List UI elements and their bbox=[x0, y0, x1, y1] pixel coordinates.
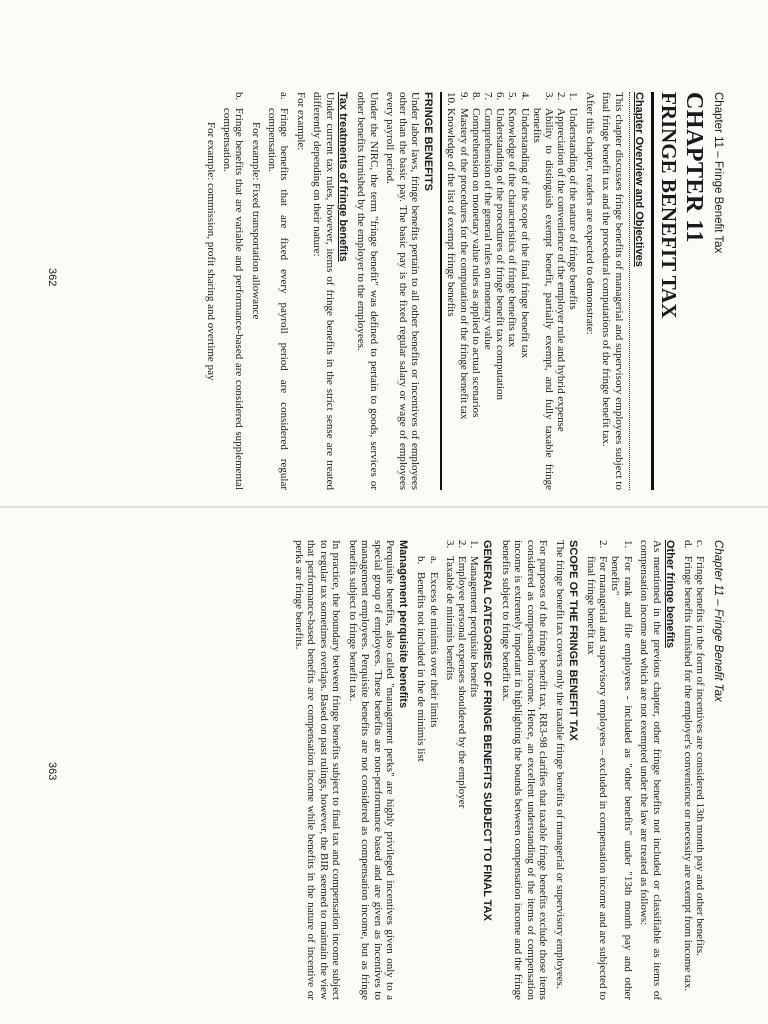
scope-paragraph: The fringe benefit tax covers only the taxable fringe benefits of managerial or supervisory employees. bbox=[553, 540, 566, 989]
treatment-list-b bbox=[221, 92, 245, 490]
item-a-example: For example: Fixed transportation allowance bbox=[249, 122, 262, 320]
objective-item: 7. Comprehension of the general rules on monetary value bbox=[482, 92, 495, 350]
management-perquisite-heading: Management perquisite benefits bbox=[397, 540, 410, 709]
general-categories-heading: GENERAL CATEGORIES OF FRINGE BENEFITS SUBJECT TO FINAL TAX bbox=[481, 540, 494, 921]
category-item: 2. Employee personal expenses shouldered by the employer bbox=[456, 540, 469, 809]
management-perquisite-paragraph: Perquisite benefits, also called "management perks" are highly privileged incentives given only to a special group of employees. These benefits are non-performance based and are given as incentives to management employees. Perquisite benefits are not considered as compensation income, but as fringe benefits subject to fringe benefit tax. bbox=[346, 540, 397, 1000]
page-363 bbox=[0, 512, 768, 1024]
general-categories-list bbox=[444, 540, 481, 1000]
de-minimis-sublist bbox=[415, 540, 439, 1000]
objectives-intro: After this chapter, readers are expected to demonstrate: bbox=[584, 92, 596, 335]
tax-treatments-heading: Tax treatments of fringe benefits bbox=[336, 92, 349, 262]
other-fringe-paragraph: As mentioned in the previous chapter, other fringe benefits not included or classifiable as items of compensation income and which are not exempted under the law are treated as follows: bbox=[638, 540, 663, 1000]
other-fringe-heading: Other fringe benefits bbox=[663, 540, 676, 649]
fringe-benefits-paragraph-2: Under the NIRC, the term "fringe benefit" was defined to pertain to goods, services or other benefits furnished by the employer to the employees. bbox=[355, 92, 380, 490]
chapter-subtitle: FRINGE BENEFIT TAX bbox=[651, 92, 681, 490]
dotted-divider bbox=[629, 92, 630, 490]
de-minimis-item: a. Excess de minimis over their limits bbox=[427, 556, 440, 728]
objective-item: 6. Understanding of the procedures of fringe benefit tax computation bbox=[494, 92, 507, 401]
other-fringe-list bbox=[585, 540, 634, 1000]
treatment-list-cd bbox=[682, 540, 706, 1000]
objective-item: 1. Understanding of the nature of fringe benefits bbox=[567, 92, 580, 310]
chapter-title: CHAPTER 11 bbox=[681, 92, 707, 244]
other-fringe-item: 2. For managerial and supervisory employees – excluded in compensation income and are subjected to final fringe benefit tax bbox=[584, 540, 610, 1000]
treatment-item-b: b. Fringe benefits that are variable and performance-based are considered supplemental compensation. bbox=[221, 92, 246, 490]
objective-item: 8. Comprehension on monetary value rules as applied to actual scenarios bbox=[469, 92, 482, 418]
objective-item: 4. Understanding of the scope of the final fringe benefit tax bbox=[518, 92, 531, 359]
objectives-list bbox=[440, 92, 579, 490]
fringe-benefits-paragraph-1: Under labor laws, fringe benefits pertain to all other benefits or incentives of employees other than the basic pay. The basic pay is the fixed regular salary or wage of employees every payroll period. bbox=[384, 92, 422, 490]
treatment-item-a: a. Fringe benefits that are fixed every payroll period are considered regular compensation. bbox=[266, 92, 291, 490]
objective-item: 10. Knowledge of the list of exempt fringe benefits bbox=[445, 92, 458, 317]
objective-item: 5. Knowledge of the characteristics of fringe benefits tax bbox=[506, 92, 519, 348]
tax-treatments-paragraph: Under current tax rules, however, items of fringe benefits in the strict sense are treated differently depending on their nature: bbox=[311, 92, 336, 490]
treatment-item-d: d. Fringe benefits furnished for the employer's convenience or necessity are exempt from income tax. bbox=[681, 540, 694, 992]
running-head: Chapter 11 – Fringe Benefit Tax bbox=[712, 540, 724, 702]
scope-heading: SCOPE OF THE FRINGE BENEFIT TAX bbox=[566, 540, 579, 741]
objective-item: 9. Mastery of the procedures for the computation of the fringe benefit tax bbox=[457, 92, 470, 420]
purpose-paragraph: For purposes of the fringe benefit tax, RR3-98 clarifies that taxable fringe benefits exclude those items considered as compensation income. Hence, an excellent understanding of the items of compensation income is extremely important in highlighting the bounds between compensation income and the fringe benefits subject to fringe benefit tax. bbox=[499, 540, 550, 1000]
overview-heading: Chapter Overview and Objectives bbox=[633, 92, 645, 267]
treatment-list bbox=[266, 92, 290, 490]
for-example-label: For example: bbox=[294, 92, 307, 151]
category-item: 3. Taxable de minimis benefits bbox=[443, 540, 456, 681]
de-minimis-item: b. Benefits not included in the de minimis list bbox=[415, 556, 428, 762]
running-head: Chapter 11 – Fringe Benefit Tax bbox=[712, 92, 724, 254]
other-fringe-item: 1. For rank and file employees - included as "other benefits" under "13th month pay and other benefits" bbox=[609, 540, 634, 1000]
page-number: 362 bbox=[46, 268, 58, 287]
practice-paragraph: In practice, the boundary between fringe benefits subject to final tax and compensation income subject to regular tax sometimes overlaps. Based on past rulings, however, the BIR seemed to maintain the view that performance-based benefits are compensation income while benefits in the nature of incentive or perks are fringe benefits. bbox=[292, 540, 343, 1000]
fringe-benefits-heading: FRINGE BENEFITS bbox=[422, 92, 435, 192]
item-b-example: For example: commission, profit sharing and overtime pay bbox=[204, 122, 217, 381]
page-number: 363 bbox=[46, 762, 58, 781]
objective-item: 2. Appreciation of the convenience of the employer rule and hybrid expense bbox=[555, 92, 568, 432]
objective-item: 3. Ability to distinguish exempt benefit, partially exempt, and fully taxable fringe benefits bbox=[530, 92, 556, 490]
category-item: 1. Management perquisite benefits bbox=[468, 540, 481, 698]
treatment-item-c: c. Fringe benefits in the form of incentives are considered 13th month pay and other benefits. bbox=[694, 540, 706, 956]
intro-paragraph: This chapter discusses fringe benefits of managerial and supervisory employees subject to final fringe benefit tax and the procedural computations of the fringe benefit tax. bbox=[600, 92, 625, 490]
